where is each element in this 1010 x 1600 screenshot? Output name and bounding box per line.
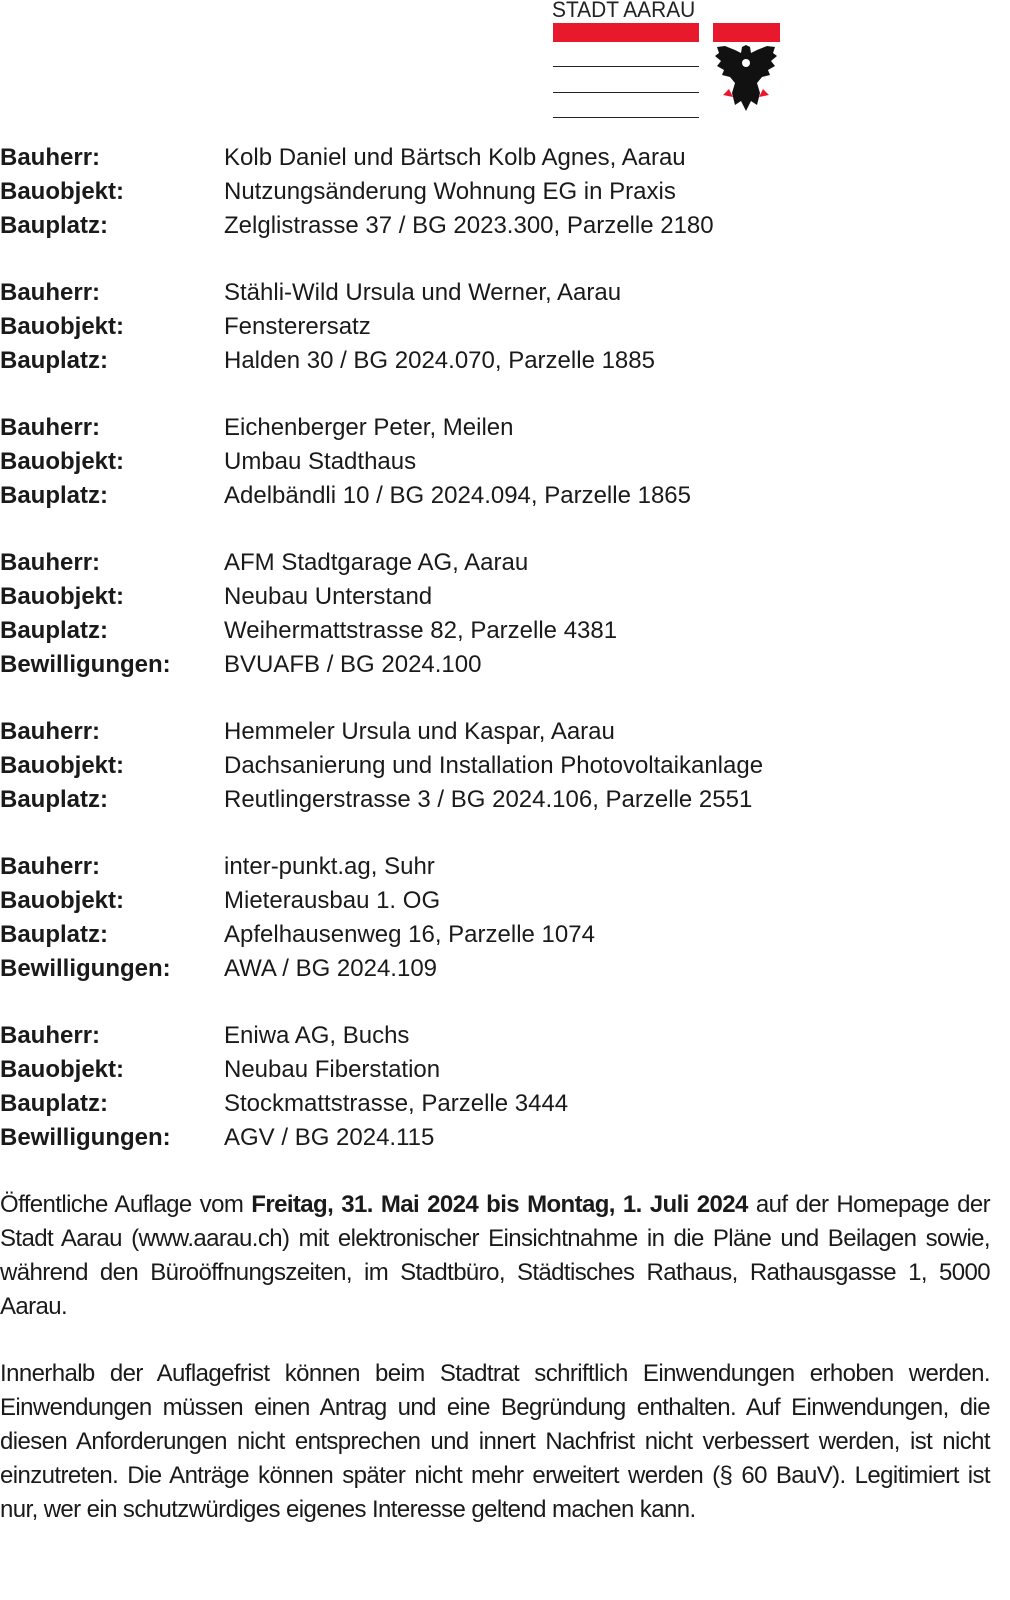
entry-row <box>0 715 1010 749</box>
application-entry <box>0 850 1010 986</box>
field-label: Bauobjekt: <box>0 887 125 914</box>
entry-row <box>0 175 1010 209</box>
field-value: Apfelhausenweg 16, Parzelle 1074 <box>224 921 595 948</box>
field-label: Bauplatz: <box>0 617 108 644</box>
application-entry <box>0 546 1010 682</box>
field-value: Mieterausbau 1. OG <box>224 887 441 914</box>
field-value: Dachsanierung und Installation Photovoltaikanlage <box>224 752 764 779</box>
entry-row <box>0 952 1010 986</box>
field-label: Bauplatz: <box>0 482 108 509</box>
field-label: Bewilligungen: <box>0 955 171 982</box>
entry-row <box>0 141 1010 175</box>
entry-row <box>0 1087 1010 1121</box>
field-label: Bauherr: <box>0 144 101 171</box>
logo-line <box>553 66 699 67</box>
eagle-crest-icon <box>713 23 780 115</box>
field-value: Eichenberger Peter, Meilen <box>224 414 514 441</box>
entry-row <box>0 580 1010 614</box>
public-display-paragraph <box>0 1188 990 1324</box>
field-label: Bauherr: <box>0 1022 101 1049</box>
application-entry <box>0 411 1010 513</box>
field-value: Neubau Unterstand <box>224 583 433 610</box>
entry-row <box>0 411 1010 445</box>
display-details: auf der Homepage der Stadt Aarau (www.aarau.ch) mit elektronischer Einsichtnahme in die Pläne und Beilagen sowie, während den Büroöffnungszeiten, im Stadtbüro, Städtisches Rathaus, Rathausgasse 1, 5000 Aarau. <box>0 1191 990 1320</box>
field-value: AWA / BG 2024.109 <box>224 955 438 982</box>
field-value: Eniwa AG, Buchs <box>224 1022 410 1049</box>
entry-row <box>0 648 1010 682</box>
field-value: Halden 30 / BG 2024.070, Parzelle 1885 <box>224 347 655 374</box>
application-entry <box>0 141 1010 243</box>
field-label: Bauherr: <box>0 718 101 745</box>
application-entry <box>0 715 1010 817</box>
entry-row <box>0 1019 1010 1053</box>
field-label: Bauobjekt: <box>0 178 125 205</box>
application-entry <box>0 276 1010 378</box>
field-value: Adelbändli 10 / BG 2024.094, Parzelle 1865 <box>224 482 692 509</box>
field-label: Bauplatz: <box>0 212 108 239</box>
entry-row <box>0 749 1010 783</box>
field-label: Bewilligungen: <box>0 1124 171 1151</box>
field-value: Kolb Daniel und Bärtsch Kolb Agnes, Aarau <box>224 144 686 171</box>
field-value: Stockmattstrasse, Parzelle 3444 <box>224 1090 569 1117</box>
field-label: Bauherr: <box>0 279 101 306</box>
field-label: Bewilligungen: <box>0 651 171 678</box>
field-value: Neubau Fiberstation <box>224 1056 441 1083</box>
field-value: BVUAFB / BG 2024.100 <box>224 651 482 678</box>
field-value: Umbau Stadthaus <box>224 448 417 475</box>
field-value: inter-punkt.ag, Suhr <box>224 853 435 880</box>
entry-row <box>0 783 1010 817</box>
entry-row <box>0 1121 1010 1155</box>
entry-row <box>0 1053 1010 1087</box>
entry-row <box>0 614 1010 648</box>
logo-line <box>553 92 699 93</box>
logo-line <box>553 117 699 118</box>
display-intro: Öffentliche Auflage vom <box>0 1191 252 1218</box>
field-value: Reutlingerstrasse 3 / BG 2024.106, Parzelle 2551 <box>224 786 753 813</box>
entry-row <box>0 850 1010 884</box>
entry-row <box>0 546 1010 580</box>
field-label: Bauherr: <box>0 414 101 441</box>
field-label: Bauobjekt: <box>0 583 125 610</box>
field-value: Weihermattstrasse 82, Parzelle 4381 <box>224 617 618 644</box>
field-value: AGV / BG 2024.115 <box>224 1124 435 1151</box>
entry-row <box>0 276 1010 310</box>
field-label: Bauplatz: <box>0 786 108 813</box>
objection-paragraph: Innerhalb der Auflagefrist können beim Stadtrat schriftlich Einwendungen erhoben werden. Einwendungen müssen einen Antrag und eine Begründung enthalten. Auf Einwendungen, die diesen Anforderungen nicht entsprechen und innert Nachfrist nicht verbessert werden, ist nicht einzutreten. Die Anträge können später nicht mehr erweitert werden (§ 60 BauV). Legitimiert ist nur, wer ein schutzwürdiges eigenes Interesse geltend machen kann. <box>0 1360 990 1523</box>
field-label: Bauherr: <box>0 549 101 576</box>
entry-row <box>0 445 1010 479</box>
field-value: Stähli-Wild Ursula und Werner, Aarau <box>224 279 622 306</box>
field-label: Bauplatz: <box>0 1090 108 1117</box>
logo-red-bar <box>553 23 699 42</box>
field-label: Bauplatz: <box>0 921 108 948</box>
display-period: Freitag, 31. Mai 2024 bis Montag, 1. Juli 2024 <box>251 1191 748 1218</box>
entry-row <box>0 479 1010 513</box>
field-value: AFM Stadtgarage AG, Aarau <box>224 549 529 576</box>
field-label: Bauobjekt: <box>0 752 125 779</box>
field-value: Fensterersatz <box>224 313 371 340</box>
field-label: Bauplatz: <box>0 347 108 374</box>
field-value: Zelglistrasse 37 / BG 2023.300, Parzelle 2180 <box>224 212 714 239</box>
field-value: Hemmeler Ursula und Kaspar, Aarau <box>224 718 615 745</box>
entry-row <box>0 884 1010 918</box>
entry-row <box>0 918 1010 952</box>
building-applications-list <box>0 141 1010 1188</box>
field-label: Bauobjekt: <box>0 448 125 475</box>
application-entry <box>0 1019 1010 1155</box>
field-label: Bauobjekt: <box>0 313 125 340</box>
field-value: Nutzungsänderung Wohnung EG in Praxis <box>224 178 676 205</box>
stadt-aarau-logo <box>552 0 782 120</box>
logo-text: STADT AARAU <box>552 0 696 22</box>
field-label: Bauobjekt: <box>0 1056 125 1083</box>
entry-row <box>0 209 1010 243</box>
field-label: Bauherr: <box>0 853 101 880</box>
entry-row <box>0 344 1010 378</box>
entry-row <box>0 310 1010 344</box>
